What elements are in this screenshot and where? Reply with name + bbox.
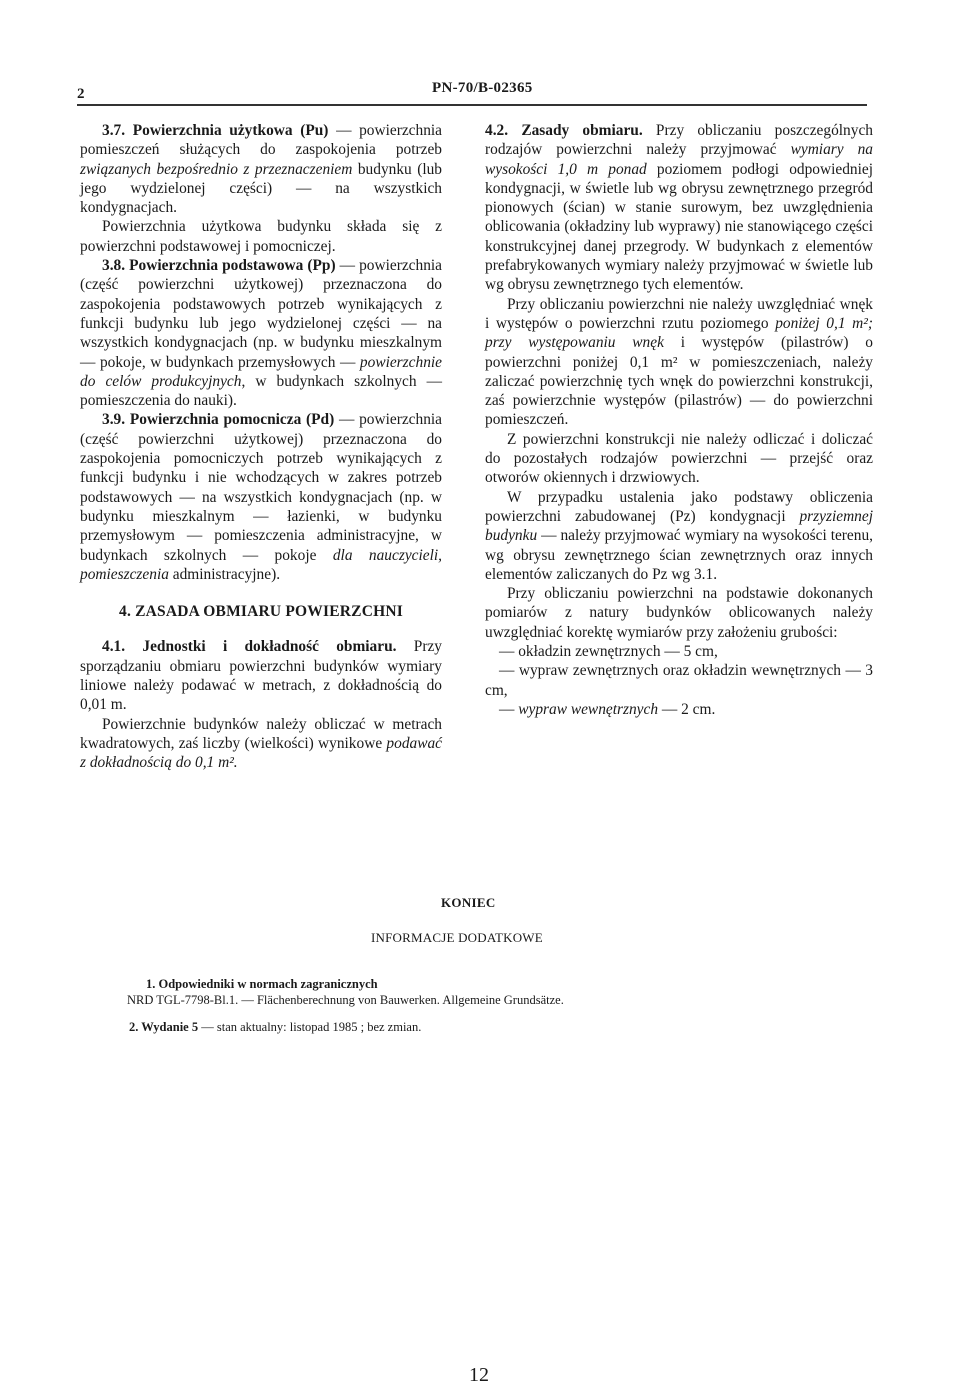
note-1-text: NRD TGL-7798-Bl.1. — Flächenberechnung von Bauwerken. Allgemeine Grundsätze. <box>127 993 564 1007</box>
list-item-text: — 2 cm. <box>658 700 716 718</box>
note-1-label <box>146 976 378 992</box>
section-title: Jednostki i dokładność obmiaru. <box>142 638 397 656</box>
note-2 <box>129 1019 421 1035</box>
paragraph-text: i występów (pilastrów) o powierzchni poniżej 0,1 m² w pomieszczeniach, należy zaliczać powierzchnię tych wnęk do powierzchni konstrukcji, zaś powierzchnie występów (pilastrów) — do powierzchni pomieszczeń. <box>485 334 873 429</box>
section-text: budynku (lub jego wydzielonej części) — na wszystkich kondygnacjach. <box>80 160 442 217</box>
section-text: poziomem podłogi odpowiedniej kondygnacji, w świetle lub wg obrysu zewnętrznego przegród pionowych (ścian) w stanie surowym, bez uwzględnienia oblicowania (okładziny lub wyprawy) nie stanowiącego części konstrukcyjnej danej przegrody. W budynkach z elementów prefabrykowanych wymiary należy przyjmować w świetle lub wg obrysu zewnętrznego tych elementów. <box>485 160 873 294</box>
section-title: Powierzchnia użytkowa (Pu) <box>132 122 329 139</box>
header-document-code: PN-70/B-02365 <box>432 80 533 96</box>
section-title: Powierzchnia podstawowa (Pp) <box>129 257 336 275</box>
section-text: — powierzchnia pomieszczeń służących do zaspokojenia potrzeb <box>80 122 442 159</box>
section-text: , w budynkach szkolnych — pomieszczenia do nauki). <box>80 372 442 410</box>
left-column <box>80 121 442 773</box>
section-text: — powierzchnia (część powierzchni użytkowej) przeznaczona do zaspokojenia podstawowych potrzeb wynikających z funkcji budynku lub jego wydzielonej części — na wszystkich kondygnacjach (np. w budynku mieszkalnym — pokoje, w budynkach przemysłowych — <box>80 257 442 371</box>
section-4-1 <box>80 637 442 714</box>
section-title: Powierzchnia pomocnicza (Pd) <box>129 411 335 429</box>
section-number: 4.1. <box>102 638 126 656</box>
list-item: — okładzin zewnętrznych — 5 cm, <box>499 643 718 661</box>
right-column <box>485 121 873 719</box>
list-item: — wypraw zewnętrznych oraz okładzin wewnętrznych — 3 cm, <box>485 662 873 699</box>
section-text: — powierzchnia (część powierzchni użytkowej) przeznaczona do zaspokojenia pomocniczych potrzeb wynikających z funkcji budynku i nie wchodzących w zakres potrzeb podstawowych — na wszystkich kondygnacjach (np. w budynku mieszkalnym — łazienki, w budynku przemysłowym — pomieszczenia administracyjne, w budynkach szkolnych — pokoje <box>80 411 442 564</box>
list-item <box>485 700 873 719</box>
header-rule <box>77 104 867 106</box>
section-italic-text: dla nauczycieli, pomieszczenia <box>80 546 442 583</box>
paragraph-text: — należy przyjmować wymiary na wysokości terenu, wg obrysu zewnętrznego ścian zewnętrznych oraz innych elementów zaliczanych do Pz wg 3.1. <box>485 527 873 583</box>
section-3-9 <box>80 410 442 584</box>
paragraph-text: W przypadku ustalenia jako podstawy obliczenia powierzchni zabudowanej (Pz) kondygnacji <box>485 488 873 525</box>
paragraph: Powierzchnia użytkowa budynku składa się z powierzchni podstawowej i pomocniczej. <box>80 218 442 255</box>
section-italic-text: związanych bezpośrednio z przeznaczeniem <box>80 160 353 178</box>
header-page-number: 2 <box>77 86 85 102</box>
paragraph-italic-text: przyziemnej budynku <box>485 507 873 545</box>
section-number: 4.2. <box>485 122 509 139</box>
note-text: — stan aktualny: listopad 1985 ; bez zmian. <box>198 1020 422 1034</box>
note-label: 2. Wydanie 5 <box>129 1020 199 1034</box>
paragraph <box>485 488 873 584</box>
section-text: administracyjne). <box>168 565 281 583</box>
list-item-text: — <box>499 700 519 718</box>
section-text: Przy sporządzaniu obmiaru powierzchni budynków wymiary liniowe należy podawać w metrach, z dokładnością do 0,01 m. <box>80 638 442 714</box>
list-item-italic-text: wypraw wewnętrznych <box>518 700 659 718</box>
note-label: 1. Odpowiedniki w normach zagranicznych <box>146 977 378 991</box>
section-italic-text: powierzchnie do celów produkcyjnych <box>80 353 442 390</box>
section-number: 3.9. <box>102 411 126 429</box>
end-marker: KONIEC <box>441 895 496 910</box>
section-4-2 <box>485 121 873 295</box>
paragraph <box>485 295 873 430</box>
paragraph-text: Przy obliczaniu powierzchni nie należy uwzględniać wnęk i występów o powierzchni rzutu poziomego <box>485 295 873 332</box>
section-number: 3.7. <box>102 122 126 139</box>
paragraph <box>80 715 442 773</box>
section-text: Przy obliczaniu poszczególnych rodzajów powierzchni należy przyjmować <box>485 122 873 159</box>
additional-info-heading: INFORMACJE DODATKOWE <box>371 930 543 945</box>
section-3-8 <box>80 256 442 410</box>
paragraph-text: Powierzchnie budynków należy obliczać w metrach kwadratowych, zaś liczby (wielkości) wynikowe <box>80 715 442 752</box>
section-italic-text: wymiary na wysokości 1,0 m ponad <box>485 141 873 178</box>
section-3-7 <box>80 121 442 217</box>
paragraph: Przy obliczaniu powierzchni na podstawie dokonanych pomiarów z natury budynków oblicowanych należy uwzględniać korektę wymiarów przy założeniu grubości: <box>485 585 873 641</box>
paragraph: Z powierzchni konstrukcji nie należy odliczać i doliczać do pozostałych rodzajów powierzchni — przejść oraz otworów okiennych i drzwiowych. <box>485 430 873 487</box>
section-title: Zasady obmiaru. <box>521 122 643 139</box>
section-number: 3.8. <box>102 257 126 275</box>
paragraph-italic-text: poniżej 0,1 m²; przy występowaniu wnęk <box>485 314 873 352</box>
section-4-heading: 4. ZASADA OBMIARU POWIERZCHNI <box>119 603 403 621</box>
paragraph-italic-text: podawać z dokładnością do 0,1 m². <box>80 734 442 772</box>
footer-page-number: 12 <box>469 1364 489 1386</box>
